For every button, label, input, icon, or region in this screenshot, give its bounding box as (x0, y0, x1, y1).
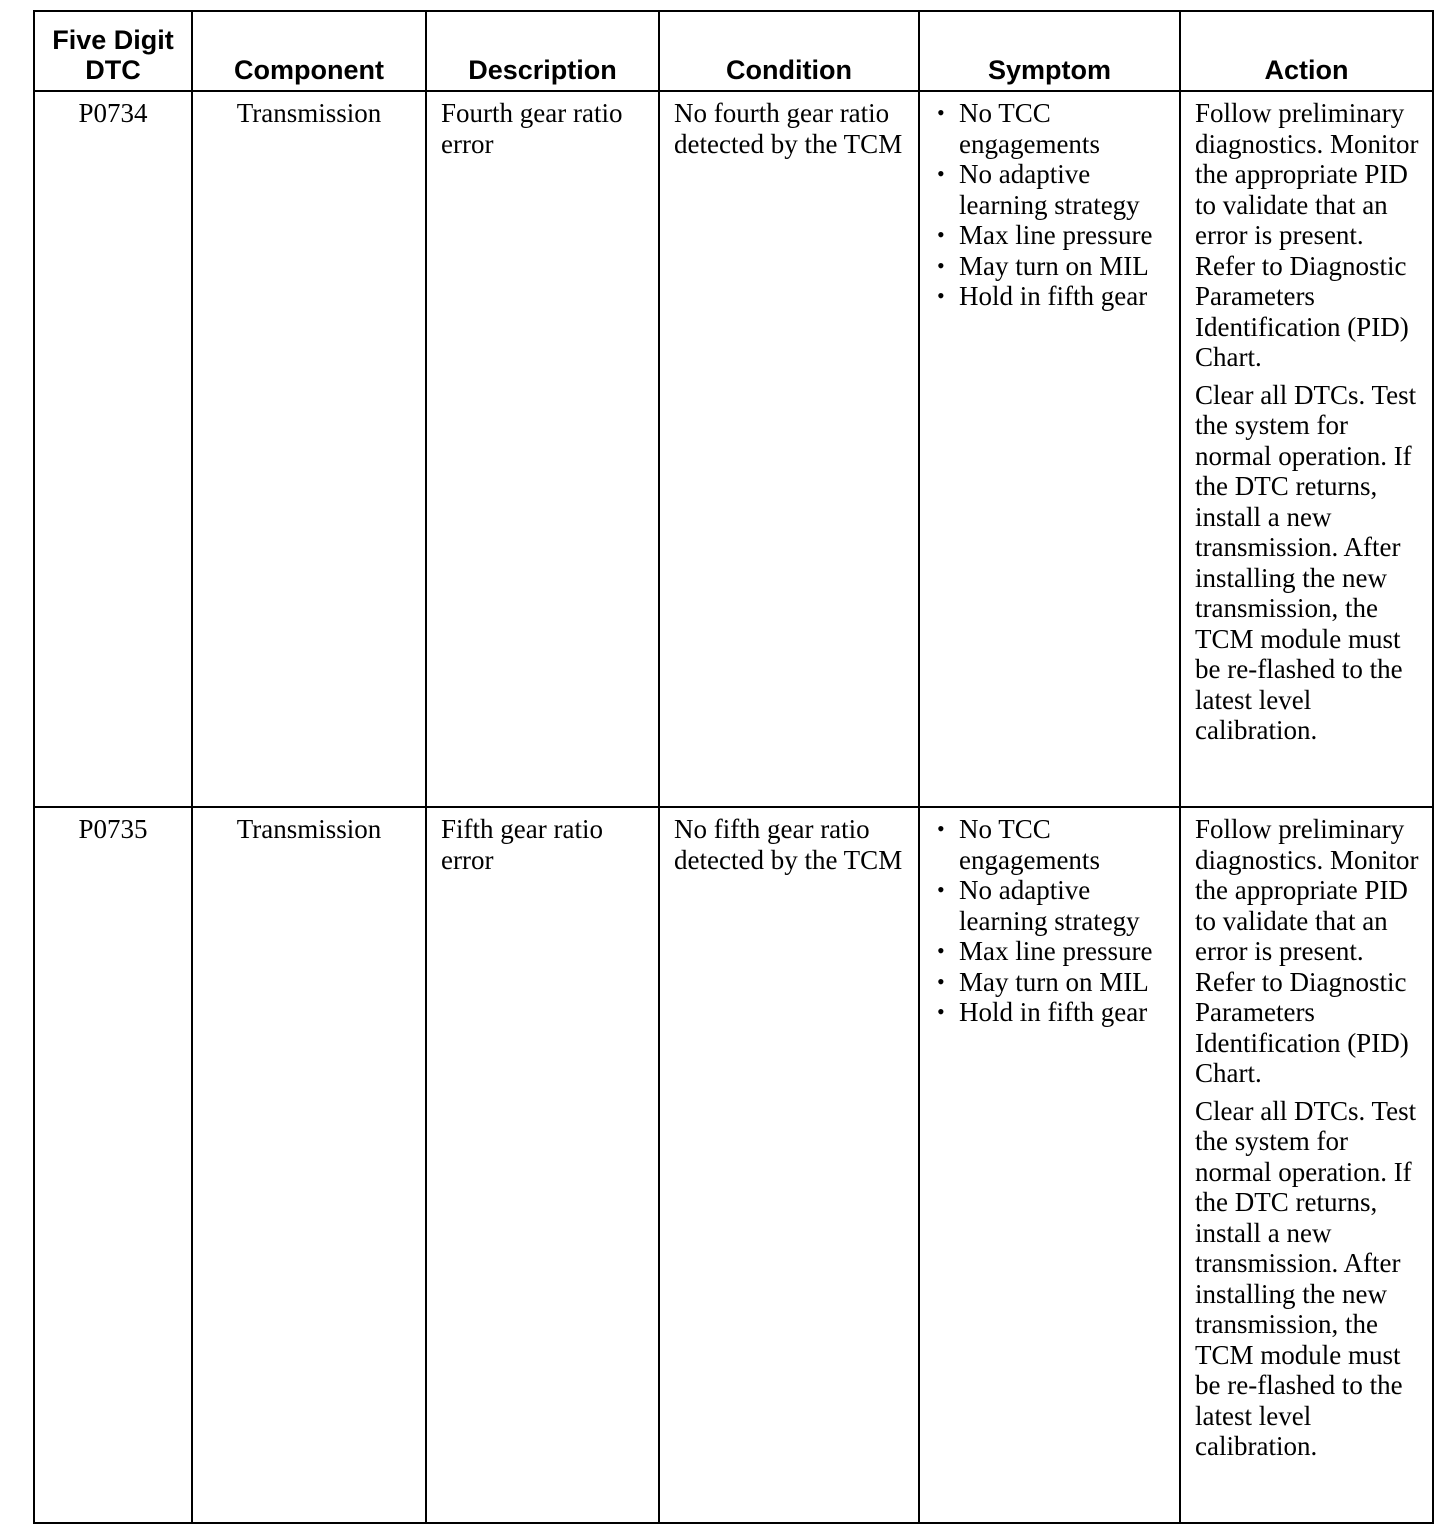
dtc-code-cell: P0734 (34, 91, 192, 807)
header-dtc-line1: Five Digit (52, 25, 174, 55)
header-action: Action (1180, 11, 1433, 91)
dtc-code-cell: P0735 (34, 807, 192, 1523)
action-paragraph: Clear all DTCs. Test the system for normal operation. If the DTC returns, install a new transmission. After installing the new transmission, the TCM module must be re-flashed to the latest level calibration. (1195, 379, 1417, 745)
symptom-item: • May turn on MIL (934, 251, 1169, 282)
header-component: Component (192, 11, 426, 91)
symptom-item: • Hold in fifth gear (934, 281, 1169, 312)
symptom-list (934, 814, 1169, 1028)
description-cell: Fifth gear ratio error (426, 807, 659, 1523)
symptom-item: • Max line pressure (934, 220, 1169, 251)
header-dtc-line2: DTC (85, 55, 141, 85)
action-paragraph: Clear all DTCs. Test the system for normal operation. If the DTC returns, install a new transmission. After installing the new transmission, the TCM module must be re-flashed to the latest level calibration. (1195, 1095, 1417, 1461)
component-cell: Transmission (192, 91, 426, 807)
condition-cell: No fifth gear ratio detected by the TCM (659, 807, 919, 1523)
action-paragraph: Follow preliminary diagnostics. Monitor the appropriate PID to validate that an error is present. Refer to Diagnostic Parameters Identification (PID) Chart. (1195, 98, 1419, 372)
component-cell: Transmission (192, 807, 426, 1523)
table-row (34, 91, 1433, 807)
description-cell: Fourth gear ratio error (426, 91, 659, 807)
symptom-item: • May turn on MIL (934, 967, 1169, 998)
header-description: Description (426, 11, 659, 91)
symptom-item: • No adaptive learning strategy (934, 875, 1169, 936)
header-dtc (34, 11, 192, 91)
header-row (34, 11, 1433, 91)
symptom-item: • No TCC engagements (934, 814, 1169, 875)
symptom-item: • Max line pressure (934, 936, 1169, 967)
action-cell (1180, 807, 1433, 1523)
table-row (34, 807, 1433, 1523)
condition-cell: No fourth gear ratio detected by the TCM (659, 91, 919, 807)
symptom-item: • Hold in fifth gear (934, 997, 1169, 1028)
symptom-item: • No TCC engagements (934, 98, 1169, 159)
symptom-cell (919, 807, 1180, 1523)
header-condition: Condition (659, 11, 919, 91)
symptom-item: • No adaptive learning strategy (934, 159, 1169, 220)
dtc-table (33, 10, 1434, 1524)
symptom-cell (919, 91, 1180, 807)
action-paragraph: Follow preliminary diagnostics. Monitor the appropriate PID to validate that an error is present. Refer to Diagnostic Parameters Identification (PID) Chart. (1195, 814, 1419, 1088)
header-symptom: Symptom (919, 11, 1180, 91)
action-cell (1180, 91, 1433, 807)
symptom-list (934, 98, 1169, 312)
